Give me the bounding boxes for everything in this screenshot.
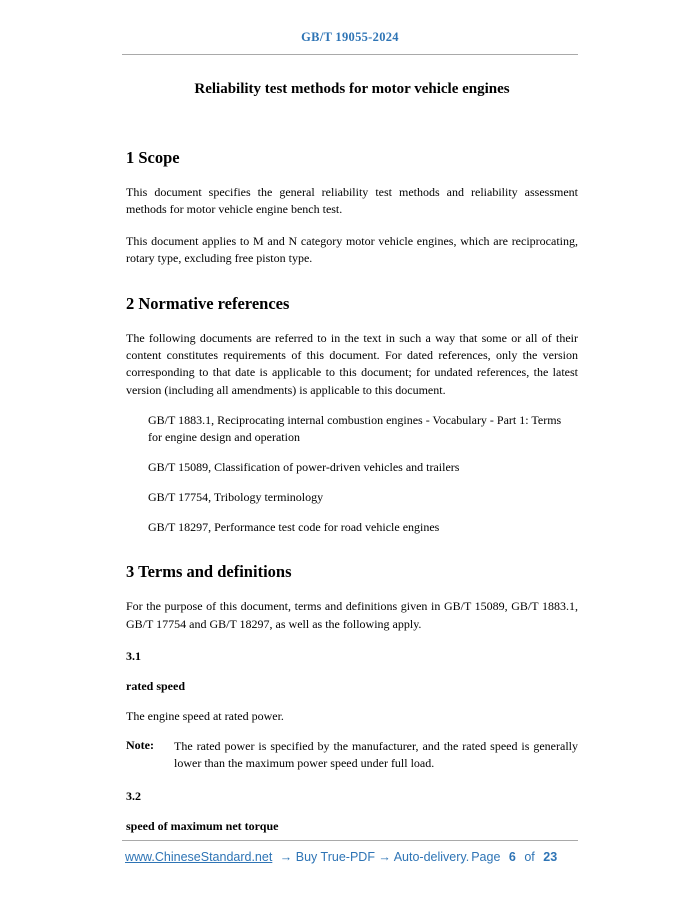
reference-item: GB/T 15089, Classification of power-driven vehicles and trailers [148, 460, 460, 475]
page-label: Page [471, 850, 501, 864]
term-entry-3-2 [126, 789, 578, 834]
total-pages-number: 23 [543, 850, 558, 864]
header-divider [122, 54, 578, 55]
reference-item: GB/T 18297, Performance test code for road vehicle engines [148, 520, 440, 535]
reference-item: GB/T 1883.1, Reciprocating internal combustion engines - Vocabulary - Part 1: Terms for engine design and operation [148, 413, 562, 445]
doc-number: GB/T 19055-2024 [301, 30, 399, 44]
term-definition: The engine speed at rated power. [126, 709, 284, 724]
term-title: speed of maximum net torque [126, 818, 279, 833]
page-header [0, 0, 700, 46]
scope-paragraph-1: This document specifies the general reliability test methods and reliability assessment methods for motor vehicle engine bench test. [126, 185, 578, 217]
document-title: Reliability test methods for motor vehicle engines [194, 81, 510, 97]
page-footer [0, 840, 700, 906]
reference-list [148, 412, 578, 536]
term-note [126, 738, 578, 773]
term-entry-3-1 [126, 649, 578, 773]
of-label: of [524, 850, 535, 864]
note-label: Note: [126, 738, 154, 753]
page-content [0, 81, 700, 834]
note-text: The rated power is specified by the manufacturer, and the rated speed is generally lower than the maximum power speed under full load. [174, 739, 578, 771]
normative-intro-paragraph: The following documents are referred to in the text in such a way that some or all of their content constitutes requirements of this document. For dated references, only the version corresponding to that date is applicable to this document; for undated references, the latest version (including all amendments) is applicable to this document. [126, 330, 578, 397]
term-number: 3.2 [126, 788, 141, 803]
terms-intro-paragraph: For the purpose of this document, terms and definitions given in GB/T 15089, GB/T 1883.1, GB/T 17754 and GB/T 18297, as well as the following apply. [126, 599, 578, 631]
section-heading-normative-references: 2 Normative references [126, 293, 290, 313]
section-heading-terms-definitions: 3 Terms and definitions [126, 562, 292, 582]
term-number: 3.1 [126, 649, 141, 664]
footer-website-link[interactable]: www.ChineseStandard.net [125, 850, 273, 864]
footer-row [0, 841, 700, 864]
current-page-number: 6 [508, 850, 516, 864]
reference-item: GB/T 17754, Tribology terminology [148, 490, 324, 505]
term-title: rated speed [126, 679, 185, 694]
section-heading-scope: 1 Scope [126, 148, 180, 167]
scope-paragraph-2: This document applies to M and N category motor vehicle engines, which are reciprocating, rotary type, excluding free piston type. [126, 233, 578, 266]
page-indicator [469, 850, 560, 864]
footer-tagline: → Buy True-PDF → Auto-delivery. [279, 850, 470, 864]
footer-left [125, 850, 469, 864]
